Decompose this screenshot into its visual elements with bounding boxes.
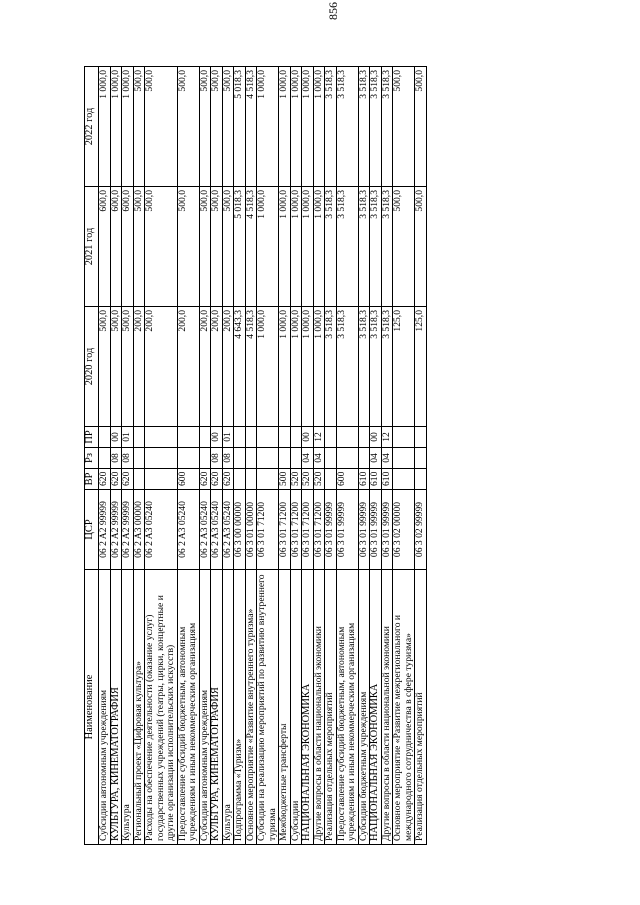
cell-csr: 06 2 A2 99999 — [122, 490, 134, 570]
cell-y2020: 200,0 — [177, 307, 199, 427]
cell-y2021: 500,0 — [415, 187, 427, 307]
cell-pr: 00 — [211, 427, 223, 448]
cell-vr — [234, 469, 246, 490]
cell-y2020: 3 518,3 — [381, 307, 393, 427]
cell-y2020: 125,0 — [393, 307, 415, 427]
cell-name: КУЛЬТУРА, КИНЕМАТОГРАФИЯ — [110, 570, 122, 845]
cell-rz — [257, 448, 279, 469]
cell-y2021: 500,0 — [211, 187, 223, 307]
cell-y2021: 3 518,3 — [381, 187, 393, 307]
table-row — [99, 67, 111, 845]
cell-csr: 06 2 A3 05240 — [177, 490, 199, 570]
table-row — [370, 67, 382, 845]
cell-y2020: 500,0 — [122, 307, 134, 427]
cell-rz: 04 — [302, 448, 314, 469]
cell-vr: 620 — [99, 469, 111, 490]
cell-name: НАЦИОНАЛЬНАЯ ЭКОНОМИКА — [302, 570, 314, 845]
cell-y2021: 1 000,0 — [313, 187, 325, 307]
table-body — [99, 67, 427, 845]
cell-y2022: 500,0 — [211, 67, 223, 187]
cell-y2021: 500,0 — [222, 187, 234, 307]
cell-csr: 06 3 01 99999 — [358, 490, 370, 570]
cell-y2021: 600,0 — [122, 187, 134, 307]
cell-y2021: 4 518,3 — [245, 187, 257, 307]
cell-rz — [145, 448, 178, 469]
cell-rz — [415, 448, 427, 469]
table-row — [393, 67, 415, 845]
cell-pr: 12 — [381, 427, 393, 448]
cell-y2022: 500,0 — [415, 67, 427, 187]
table-row — [257, 67, 279, 845]
cell-vr: 520 — [313, 469, 325, 490]
cell-rz — [245, 448, 257, 469]
cell-name: НАЦИОНАЛЬНАЯ ЭКОНОМИКА — [370, 570, 382, 845]
cell-y2020: 200,0 — [133, 307, 145, 427]
cell-pr — [99, 427, 111, 448]
cell-y2022: 500,0 — [199, 67, 211, 187]
cell-y2020: 3 518,3 — [358, 307, 370, 427]
cell-pr: 00 — [370, 427, 382, 448]
cell-pr — [145, 427, 178, 448]
cell-rz: 04 — [381, 448, 393, 469]
cell-pr: 01 — [122, 427, 134, 448]
table-row — [290, 67, 302, 845]
cell-y2022: 1 000,0 — [313, 67, 325, 187]
cell-y2022: 1 000,0 — [110, 67, 122, 187]
cell-rz: 08 — [122, 448, 134, 469]
cell-y2022: 1 000,0 — [257, 67, 279, 187]
cell-y2020: 500,0 — [110, 307, 122, 427]
cell-rz: 04 — [313, 448, 325, 469]
cell-vr: 620 — [211, 469, 223, 490]
header-2021: 2021 год — [85, 187, 99, 307]
cell-pr — [279, 427, 291, 448]
cell-y2021: 600,0 — [99, 187, 111, 307]
table-row — [381, 67, 393, 845]
cell-y2021: 1 000,0 — [290, 187, 302, 307]
cell-name: Реализация отдельных мероприятий — [415, 570, 427, 845]
cell-y2022: 3 518,3 — [370, 67, 382, 187]
cell-pr — [358, 427, 370, 448]
table-row — [313, 67, 325, 845]
cell-pr — [257, 427, 279, 448]
table-row — [415, 67, 427, 845]
cell-vr: 520 — [290, 469, 302, 490]
cell-y2021: 500,0 — [177, 187, 199, 307]
cell-csr: 06 2 A3 05240 — [222, 490, 234, 570]
cell-csr: 06 3 01 99999 — [381, 490, 393, 570]
cell-vr: 610 — [358, 469, 370, 490]
cell-csr: 06 3 01 99999 — [325, 490, 337, 570]
header-vr: ВР — [85, 469, 99, 490]
cell-vr: 610 — [381, 469, 393, 490]
cell-vr — [325, 469, 337, 490]
cell-vr — [415, 469, 427, 490]
cell-name: Расходы на обеспечение деятельности (оказание услуг) государственных учреждений (театры, цирки, концертные и другие организации исполнительских искусств) — [145, 570, 178, 845]
cell-y2021: 5 018,3 — [234, 187, 246, 307]
cell-name: Другие вопросы в области национальной экономики — [313, 570, 325, 845]
cell-csr: 06 3 01 71200 — [257, 490, 279, 570]
cell-name: Культура — [122, 570, 134, 845]
cell-y2020: 1 000,0 — [302, 307, 314, 427]
cell-rz — [358, 448, 370, 469]
cell-y2021: 500,0 — [199, 187, 211, 307]
cell-rz: 04 — [370, 448, 382, 469]
cell-y2020: 500,0 — [99, 307, 111, 427]
cell-y2022: 500,0 — [222, 67, 234, 187]
table-row — [358, 67, 370, 845]
table-row — [110, 67, 122, 845]
cell-name: Субсидии на реализацию мероприятий по развитию внутреннего туризма — [257, 570, 279, 845]
cell-y2021: 1 000,0 — [302, 187, 314, 307]
cell-y2021: 1 000,0 — [279, 187, 291, 307]
cell-vr: 600 — [177, 469, 199, 490]
cell-rz — [177, 448, 199, 469]
cell-vr — [257, 469, 279, 490]
cell-y2022: 3 518,3 — [381, 67, 393, 187]
table-row — [245, 67, 257, 845]
cell-vr: 520 — [302, 469, 314, 490]
header-pr: ПР — [85, 427, 99, 448]
cell-pr: 00 — [302, 427, 314, 448]
header-2020: 2020 год — [85, 307, 99, 427]
table-row — [133, 67, 145, 845]
rotated-page-content — [84, 67, 528, 845]
cell-name: Региональный проект «Цифровая культура» — [133, 570, 145, 845]
cell-csr: 06 2 A3 05240 — [199, 490, 211, 570]
cell-y2020: 200,0 — [211, 307, 223, 427]
cell-name: Культура — [222, 570, 234, 845]
cell-y2022: 3 518,3 — [336, 67, 358, 187]
cell-pr — [234, 427, 246, 448]
cell-y2021: 500,0 — [393, 187, 415, 307]
cell-vr: 620 — [122, 469, 134, 490]
cell-y2022: 500,0 — [393, 67, 415, 187]
cell-rz — [133, 448, 145, 469]
budget-table — [84, 66, 427, 845]
cell-csr: 06 2 A2 99999 — [110, 490, 122, 570]
cell-y2021: 1 000,0 — [257, 187, 279, 307]
table-row — [211, 67, 223, 845]
cell-pr — [325, 427, 337, 448]
cell-vr: 620 — [222, 469, 234, 490]
cell-y2020: 1 000,0 — [313, 307, 325, 427]
cell-vr — [245, 469, 257, 490]
cell-rz — [325, 448, 337, 469]
cell-y2020: 4 643,3 — [234, 307, 246, 427]
cell-y2020: 200,0 — [222, 307, 234, 427]
table-row — [145, 67, 178, 845]
cell-y2022: 500,0 — [177, 67, 199, 187]
cell-pr — [177, 427, 199, 448]
cell-y2021: 500,0 — [133, 187, 145, 307]
cell-y2022: 1 000,0 — [302, 67, 314, 187]
cell-pr — [199, 427, 211, 448]
cell-pr — [245, 427, 257, 448]
table-row — [336, 67, 358, 845]
cell-csr: 06 3 02 99999 — [415, 490, 427, 570]
cell-vr: 500 — [279, 469, 291, 490]
cell-vr: 610 — [370, 469, 382, 490]
cell-csr: 06 3 01 99999 — [370, 490, 382, 570]
header-rz: Рз — [85, 448, 99, 469]
cell-rz — [393, 448, 415, 469]
cell-csr: 06 3 00 00000 — [234, 490, 246, 570]
cell-csr: 06 3 01 99999 — [336, 490, 358, 570]
cell-csr: 06 3 01 00000 — [245, 490, 257, 570]
cell-csr: 06 2 A3 05240 — [211, 490, 223, 570]
table-row — [177, 67, 199, 845]
cell-csr: 06 3 01 71200 — [279, 490, 291, 570]
cell-y2021: 600,0 — [110, 187, 122, 307]
cell-vr: 620 — [110, 469, 122, 490]
cell-y2021: 3 518,3 — [325, 187, 337, 307]
cell-rz — [234, 448, 246, 469]
cell-y2022: 500,0 — [133, 67, 145, 187]
cell-y2021: 3 518,3 — [336, 187, 358, 307]
cell-y2020: 3 518,3 — [336, 307, 358, 427]
table-row — [122, 67, 134, 845]
cell-csr: 06 2 A3 00000 — [133, 490, 145, 570]
page-number: 856 — [326, 2, 340, 20]
cell-y2020: 1 000,0 — [279, 307, 291, 427]
cell-csr: 06 3 01 71200 — [302, 490, 314, 570]
cell-rz — [279, 448, 291, 469]
cell-y2022: 500,0 — [145, 67, 178, 187]
cell-name: Субсидии автономным учреждениям — [199, 570, 211, 845]
cell-y2020: 200,0 — [199, 307, 211, 427]
cell-y2021: 3 518,3 — [370, 187, 382, 307]
cell-rz — [290, 448, 302, 469]
cell-y2022: 1 000,0 — [279, 67, 291, 187]
table-header — [85, 67, 99, 845]
cell-pr — [393, 427, 415, 448]
cell-name: Реализация отдельных мероприятий — [325, 570, 337, 845]
table-row — [325, 67, 337, 845]
cell-vr — [145, 469, 178, 490]
cell-pr — [415, 427, 427, 448]
cell-csr: 06 3 02 00000 — [393, 490, 415, 570]
cell-y2020: 4 518,3 — [245, 307, 257, 427]
cell-name: Предоставление субсидий бюджетным, автономным учреждениям и иным некоммерческим организациям — [177, 570, 199, 845]
table-row — [234, 67, 246, 845]
cell-csr: 06 3 01 71200 — [313, 490, 325, 570]
cell-pr: 01 — [222, 427, 234, 448]
cell-name: Субсидии автономным учреждениям — [99, 570, 111, 845]
cell-rz: 08 — [110, 448, 122, 469]
cell-y2020: 1 000,0 — [290, 307, 302, 427]
cell-vr — [133, 469, 145, 490]
cell-vr: 620 — [199, 469, 211, 490]
cell-vr: 600 — [336, 469, 358, 490]
table-row — [199, 67, 211, 845]
cell-rz — [99, 448, 111, 469]
table-row — [222, 67, 234, 845]
cell-y2022: 1 000,0 — [99, 67, 111, 187]
cell-pr — [290, 427, 302, 448]
header-name: Наименование — [85, 570, 99, 845]
cell-rz: 08 — [211, 448, 223, 469]
cell-y2020: 125,0 — [415, 307, 427, 427]
cell-y2022: 1 000,0 — [122, 67, 134, 187]
cell-y2020: 200,0 — [145, 307, 178, 427]
cell-pr — [336, 427, 358, 448]
cell-vr — [393, 469, 415, 490]
cell-y2021: 3 518,3 — [358, 187, 370, 307]
cell-name: Основное мероприятие «Развитие межрегионального и международного сотрудничества в сфере туризма» — [393, 570, 415, 845]
cell-name: Субсидии бюджетным учреждениям — [358, 570, 370, 845]
cell-name: Основное мероприятие «Развитие внутреннего туризма» — [245, 570, 257, 845]
cell-name: Межбюджетные трансферты — [279, 570, 291, 845]
cell-name: Другие вопросы в области национальной экономики — [381, 570, 393, 845]
cell-y2022: 3 518,3 — [325, 67, 337, 187]
cell-csr: 06 2 A3 05240 — [145, 490, 178, 570]
cell-csr: 06 2 A2 99999 — [99, 490, 111, 570]
cell-pr: 12 — [313, 427, 325, 448]
header-row — [85, 67, 99, 845]
cell-name: КУЛЬТУРА, КИНЕМАТОГРАФИЯ — [211, 570, 223, 845]
cell-rz — [199, 448, 211, 469]
header-csr: ЦСР — [85, 490, 99, 570]
cell-pr: 00 — [110, 427, 122, 448]
cell-pr — [133, 427, 145, 448]
cell-y2022: 5 018,3 — [234, 67, 246, 187]
cell-y2020: 3 518,3 — [370, 307, 382, 427]
cell-name: Подпрограмма «Туризм» — [234, 570, 246, 845]
cell-y2022: 4 518,3 — [245, 67, 257, 187]
cell-rz — [336, 448, 358, 469]
cell-y2021: 500,0 — [145, 187, 178, 307]
table-row — [279, 67, 291, 845]
table-row — [302, 67, 314, 845]
cell-y2022: 1 000,0 — [290, 67, 302, 187]
cell-name: Предоставление субсидий бюджетным, автономным учреждениям и иным некоммерческим организациям — [336, 570, 358, 845]
header-2022: 2022 год — [85, 67, 99, 187]
cell-y2022: 3 518,3 — [358, 67, 370, 187]
cell-rz: 08 — [222, 448, 234, 469]
cell-y2020: 1 000,0 — [257, 307, 279, 427]
cell-y2020: 3 518,3 — [325, 307, 337, 427]
cell-name: Субсидии — [290, 570, 302, 845]
cell-csr: 06 3 01 71200 — [290, 490, 302, 570]
